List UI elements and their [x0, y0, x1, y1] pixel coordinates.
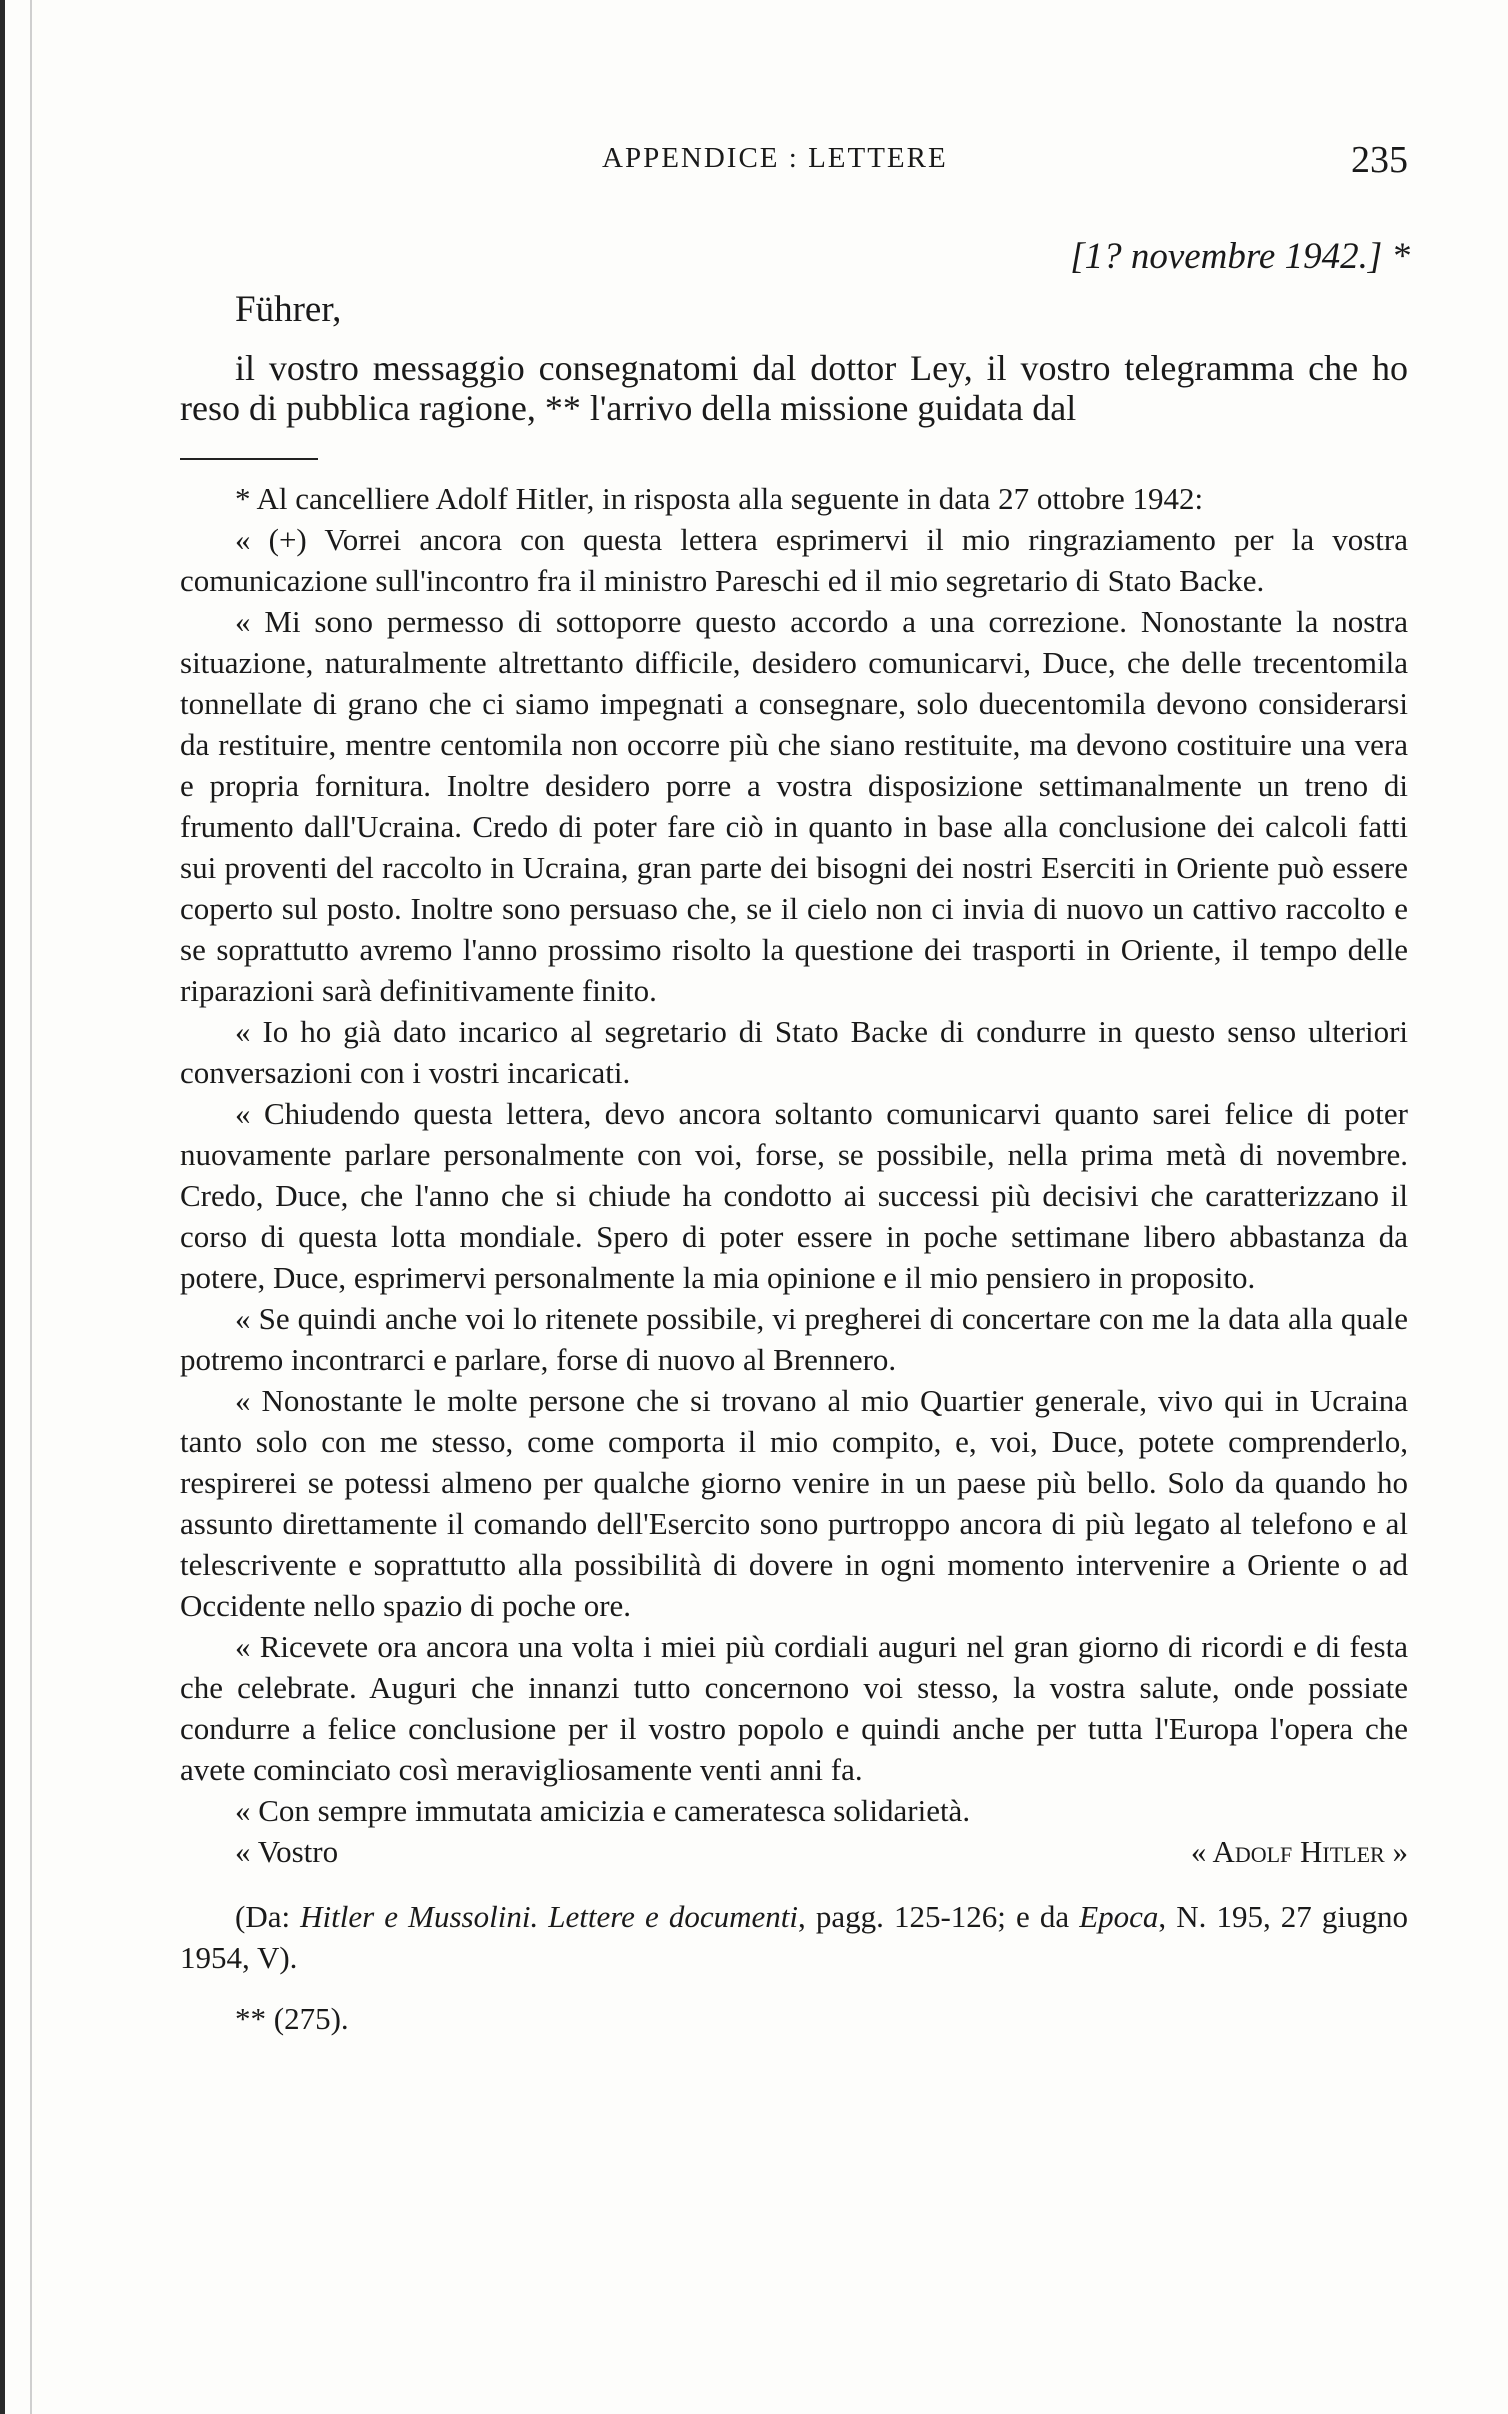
- letter-body: [180, 348, 1408, 428]
- running-header: [180, 138, 1408, 198]
- footnote-rule: [180, 458, 318, 460]
- source-title: Hitler e Mussolini. Lettere e documenti: [300, 1899, 799, 1934]
- letter-date: [1? novembre 1942.] *: [1070, 236, 1410, 277]
- footnote-paragraph: « Nonostante le molte persone che si trovano al mio Quartier generale, vivo qui in Ucraina tanto solo con me stesso, come comporta il mio compito, e, voi, Duce, potete comprenderlo, respirerei se potessi almeno per qualche giorno venire in un paese più bello. Solo da quando ho assunto direttamente il comando dell'Esercito sono purtroppo ancora di più legato al telefono e al telescrivente e soprattutto alla possibilità di dovere in ogni momento intervenire a Oriente o ad Occidente nello spazio di poche ore.: [180, 1383, 1408, 1623]
- signature-row: [180, 1831, 1408, 1872]
- footnote-paragraph: « Mi sono permesso di sottoporre questo accordo a una correzione. Nonostante la nostra situazione, naturalmente altrettanto difficile, desidero comunicarvi, Duce, che delle trecentomila tonnellate di grano che ci siamo impegnati a consegnare, solo duecentomila devono considerarsi da restituire, mentre centomila non occorre più che siano restituite, ma devono costituire una vera e propria fornitura. Inoltre desidero porre a vostra disposizione settimanalmente un treno di frumento dall'Ucraina. Credo di poter fare ciò in quanto in base alla conclusione dei calcoli fatti sui proventi del raccolto in Ucraina, gran parte dei bisogni dei nostri Eserciti in Oriente può essere coperto sul posto. Inoltre sono persuaso che, se il cielo non ci invia di nuovo un cattivo raccolto e se soprattutto avremo l'anno prossimo risolto la questione dei trasporti in Oriente, il tempo delle riparazioni sarà definitivamente finito.: [180, 604, 1408, 1008]
- source-magazine: Epoca: [1079, 1899, 1159, 1934]
- page-gutter-line: [30, 0, 32, 2414]
- footnote-intro: * Al cancelliere Adolf Hitler, in risposta alla seguente in data 27 ottobre 1942:: [235, 481, 1204, 516]
- closing-left: « Vostro: [235, 1834, 339, 1869]
- letter-paragraph: il vostro messaggio consegnatomi dal dottor Ley, il vostro telegramma che ho reso di pubblica ragione, ** l'arrivo della missione guidata dal: [180, 348, 1408, 428]
- closing-signature: « Adolf Hitler »: [1190, 1834, 1408, 1869]
- page-number: 235: [1351, 139, 1408, 181]
- source-prefix: (Da:: [235, 1899, 301, 1934]
- footnote-paragraph: « Ricevete ora ancora una volta i miei più cordiali auguri nel gran giorno di ricordi e di festa che celebrate. Auguri che innanzi tutto concernono voi stesso, la vostra salute, onde possiate condurre a felice conclusione per il vostro popolo e quindi anche per tutta l'Europa l'opera che avete cominciato così meravigliosamente venti anni fa.: [180, 1629, 1408, 1787]
- running-title: APPENDICE : LETTERE: [602, 142, 948, 174]
- letter-salutation: Führer,: [235, 289, 342, 330]
- footnote-paragraph: « Se quindi anche voi lo ritenete possibile, vi pregherei di concertare con me la data alla quale potremo incontrarci e parlare, forse di nuovo al Brennero.: [180, 1301, 1408, 1377]
- source-citation: [180, 1896, 1408, 1978]
- footnote-paragraph: « Con sempre immutata amicizia e cameratesca solidarietà.: [235, 1793, 971, 1828]
- page-edge-shadow: [0, 0, 5, 2414]
- footnote-paragraph: « Chiudendo questa lettera, devo ancora soltanto comunicarvi quanto sarei felice di poter nuovamente parlare personalmente con voi, forse, se possibile, nella prima metà di novembre. Credo, Duce, che l'anno che si chiude ha condotto ai successi più decisivi che caratterizzano il corso di questa lotta mondiale. Spero di poter essere in poche settimane libero abbastanza da potere, Duce, esprimervi personalmente la mia opinione e il mio pensiero in proposito.: [180, 1096, 1408, 1295]
- footnote-block: [180, 478, 1408, 2039]
- footnote-paragraph: « (+) Vorrei ancora con questa lettera esprimervi il mio ringraziamento per la vostra comunicazione sull'incontro fra il ministro Pareschi ed il mio segretario di Stato Backe.: [180, 522, 1408, 598]
- source-suffix: , N. 195, 27 giugno 1954, V).: [180, 1899, 1408, 1975]
- footnote-2: ** (275).: [235, 2001, 349, 2036]
- source-middle: , pagg. 125-126; e da: [798, 1899, 1080, 1934]
- footnote-paragraph: « Io ho già dato incarico al segretario di Stato Backe di condurre in questo senso ulteriori conversazioni con i vostri incaricati.: [180, 1014, 1408, 1090]
